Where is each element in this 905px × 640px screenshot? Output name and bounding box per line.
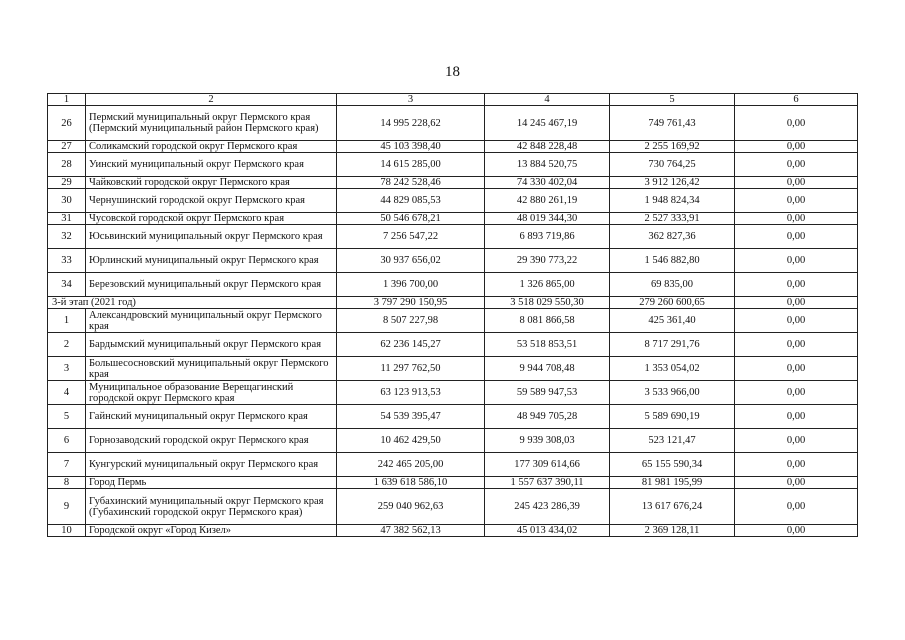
municipality-name: Чусовской городской округ Пермского края xyxy=(86,213,337,225)
amount-col5: 65 155 590,34 xyxy=(610,453,735,477)
amount-col6: 0,00 xyxy=(735,249,858,273)
table-row xyxy=(48,141,858,153)
amount-col4: 13 884 520,75 xyxy=(485,153,610,177)
total-amount: 3 797 290 150,95 xyxy=(337,297,485,309)
row-number: 9 xyxy=(48,489,86,525)
row-number: 29 xyxy=(48,177,86,189)
row-number: 26 xyxy=(48,106,86,141)
municipality-name: Бардымский муниципальный округ Пермского края xyxy=(86,333,337,357)
table-row xyxy=(48,525,858,537)
municipality-name: Чайковский городской округ Пермского края xyxy=(86,177,337,189)
municipality-name: Гайнский муниципальный округ Пермского края xyxy=(86,405,337,429)
amount-col6: 0,00 xyxy=(735,177,858,189)
amount-col5: 5 589 690,19 xyxy=(610,405,735,429)
amount-col4: 42 848 228,48 xyxy=(485,141,610,153)
column-number: 1 xyxy=(48,94,86,106)
table-row xyxy=(48,225,858,249)
row-number: 10 xyxy=(48,525,86,537)
table-body xyxy=(48,94,858,537)
amount-col5: 425 361,40 xyxy=(610,309,735,333)
table-row xyxy=(48,357,858,381)
table-row xyxy=(48,381,858,405)
table-row xyxy=(48,489,858,525)
amount-col6: 0,00 xyxy=(735,333,858,357)
table-row xyxy=(48,309,858,333)
total-amount: 259 040 962,63 xyxy=(337,489,485,525)
amount-col4: 1 557 637 390,11 xyxy=(485,477,610,489)
total-amount: 44 829 085,53 xyxy=(337,189,485,213)
amount-col6: 0,00 xyxy=(735,213,858,225)
total-amount: 14 995 228,62 xyxy=(337,106,485,141)
amount-col6: 0,00 xyxy=(735,273,858,297)
amount-col4: 1 326 865,00 xyxy=(485,273,610,297)
amount-col5: 2 527 333,91 xyxy=(610,213,735,225)
total-amount: 30 937 656,02 xyxy=(337,249,485,273)
municipality-name: Губахинский муниципальный округ Пермского края (Губахинский городской округ Пермского края) xyxy=(86,489,337,525)
table-row xyxy=(48,189,858,213)
amount-col6: 0,00 xyxy=(735,453,858,477)
municipality-name: Александровский муниципальный округ Пермского края xyxy=(86,309,337,333)
amount-col5: 523 121,47 xyxy=(610,429,735,453)
amount-col4: 8 081 866,58 xyxy=(485,309,610,333)
amount-col6: 0,00 xyxy=(735,225,858,249)
municipality-name: Городской округ «Город Кизел» xyxy=(86,525,337,537)
amount-col4: 48 949 705,28 xyxy=(485,405,610,429)
municipality-name: Кунгурский муниципальный округ Пермского края xyxy=(86,453,337,477)
total-amount: 1 396 700,00 xyxy=(337,273,485,297)
municipality-name: Уинский муниципальный округ Пермского края xyxy=(86,153,337,177)
column-number: 5 xyxy=(610,94,735,106)
amount-col6: 0,00 xyxy=(735,405,858,429)
municipality-name: Чернушинский городской округ Пермского края xyxy=(86,189,337,213)
row-number: 31 xyxy=(48,213,86,225)
amount-col5: 2 369 128,11 xyxy=(610,525,735,537)
amount-col4: 59 589 947,53 xyxy=(485,381,610,405)
amount-col4: 9 939 308,03 xyxy=(485,429,610,453)
total-amount: 242 465 205,00 xyxy=(337,453,485,477)
amount-col5: 730 764,25 xyxy=(610,153,735,177)
municipality-name: Березовский муниципальный округ Пермского края xyxy=(86,273,337,297)
row-number: 27 xyxy=(48,141,86,153)
total-amount: 8 507 227,98 xyxy=(337,309,485,333)
amount-col6: 0,00 xyxy=(735,525,858,537)
row-number: 2 xyxy=(48,333,86,357)
amount-col5: 69 835,00 xyxy=(610,273,735,297)
total-amount: 7 256 547,22 xyxy=(337,225,485,249)
row-number: 30 xyxy=(48,189,86,213)
table-row xyxy=(48,249,858,273)
amount-col4: 177 309 614,66 xyxy=(485,453,610,477)
municipality-name: Горнозаводский городской округ Пермского края xyxy=(86,429,337,453)
amount-col6: 0,00 xyxy=(735,189,858,213)
amount-col6: 0,00 xyxy=(735,477,858,489)
amount-col4: 3 518 029 550,30 xyxy=(485,297,610,309)
amount-col4: 45 013 434,02 xyxy=(485,525,610,537)
amount-col5: 362 827,36 xyxy=(610,225,735,249)
row-number: 3 xyxy=(48,357,86,381)
total-amount: 47 382 562,13 xyxy=(337,525,485,537)
amount-col6: 0,00 xyxy=(735,489,858,525)
amount-col5: 3 533 966,00 xyxy=(610,381,735,405)
amount-col5: 1 353 054,02 xyxy=(610,357,735,381)
column-number: 6 xyxy=(735,94,858,106)
row-number: 28 xyxy=(48,153,86,177)
row-number: 6 xyxy=(48,429,86,453)
amount-col5: 81 981 195,99 xyxy=(610,477,735,489)
row-number: 32 xyxy=(48,225,86,249)
amount-col6: 0,00 xyxy=(735,106,858,141)
municipality-name: Город Пермь xyxy=(86,477,337,489)
amount-col5: 1 546 882,80 xyxy=(610,249,735,273)
row-number: 1 xyxy=(48,309,86,333)
amount-col6: 0,00 xyxy=(735,357,858,381)
row-number: 34 xyxy=(48,273,86,297)
budget-table xyxy=(47,93,858,537)
municipality-name: Большесосновский муниципальный округ Пермского края xyxy=(86,357,337,381)
amount-col4: 6 893 719,86 xyxy=(485,225,610,249)
column-number: 4 xyxy=(485,94,610,106)
amount-col6: 0,00 xyxy=(735,153,858,177)
amount-col5: 749 761,43 xyxy=(610,106,735,141)
amount-col6: 0,00 xyxy=(735,141,858,153)
table-row xyxy=(48,453,858,477)
total-amount: 78 242 528,46 xyxy=(337,177,485,189)
page-number: 18 xyxy=(445,64,460,80)
amount-col5: 8 717 291,76 xyxy=(610,333,735,357)
amount-col4: 29 390 773,22 xyxy=(485,249,610,273)
amount-col5: 279 260 600,65 xyxy=(610,297,735,309)
table-row xyxy=(48,429,858,453)
column-number: 3 xyxy=(337,94,485,106)
amount-col4: 14 245 467,19 xyxy=(485,106,610,141)
row-number: 7 xyxy=(48,453,86,477)
table-row xyxy=(48,273,858,297)
amount-col6: 0,00 xyxy=(735,381,858,405)
table-row xyxy=(48,177,858,189)
amount-col6: 0,00 xyxy=(735,309,858,333)
row-number: 33 xyxy=(48,249,86,273)
amount-col5: 2 255 169,92 xyxy=(610,141,735,153)
amount-col4: 53 518 853,51 xyxy=(485,333,610,357)
amount-col4: 245 423 286,39 xyxy=(485,489,610,525)
row-number: 5 xyxy=(48,405,86,429)
total-amount: 11 297 762,50 xyxy=(337,357,485,381)
table-row xyxy=(48,405,858,429)
column-number: 2 xyxy=(86,94,337,106)
amount-col4: 48 019 344,30 xyxy=(485,213,610,225)
municipality-name: Юрлинский муниципальный округ Пермского края xyxy=(86,249,337,273)
total-amount: 1 639 618 586,10 xyxy=(337,477,485,489)
stage-label: 3-й этап (2021 год) xyxy=(48,297,337,309)
table-row xyxy=(48,477,858,489)
municipality-name: Муниципальное образование Верещагинский городской округ Пермского края xyxy=(86,381,337,405)
amount-col5: 1 948 824,34 xyxy=(610,189,735,213)
table-row xyxy=(48,106,858,141)
total-amount: 62 236 145,27 xyxy=(337,333,485,357)
total-amount: 45 103 398,40 xyxy=(337,141,485,153)
amount-col5: 3 912 126,42 xyxy=(610,177,735,189)
table-row xyxy=(48,333,858,357)
table-row xyxy=(48,213,858,225)
row-number: 8 xyxy=(48,477,86,489)
column-number-row xyxy=(48,94,858,106)
amount-col6: 0,00 xyxy=(735,429,858,453)
stage-row xyxy=(48,297,858,309)
total-amount: 54 539 395,47 xyxy=(337,405,485,429)
total-amount: 10 462 429,50 xyxy=(337,429,485,453)
municipality-name: Соликамский городской округ Пермского края xyxy=(86,141,337,153)
amount-col5: 13 617 676,24 xyxy=(610,489,735,525)
total-amount: 63 123 913,53 xyxy=(337,381,485,405)
total-amount: 50 546 678,21 xyxy=(337,213,485,225)
total-amount: 14 615 285,00 xyxy=(337,153,485,177)
municipality-name: Пермский муниципальный округ Пермского края (Пермский муниципальный район Пермского края) xyxy=(86,106,337,141)
municipality-name: Юсьвинский муниципальный округ Пермского края xyxy=(86,225,337,249)
amount-col4: 9 944 708,48 xyxy=(485,357,610,381)
amount-col4: 42 880 261,19 xyxy=(485,189,610,213)
amount-col6: 0,00 xyxy=(735,297,858,309)
row-number: 4 xyxy=(48,381,86,405)
amount-col4: 74 330 402,04 xyxy=(485,177,610,189)
table-row xyxy=(48,153,858,177)
